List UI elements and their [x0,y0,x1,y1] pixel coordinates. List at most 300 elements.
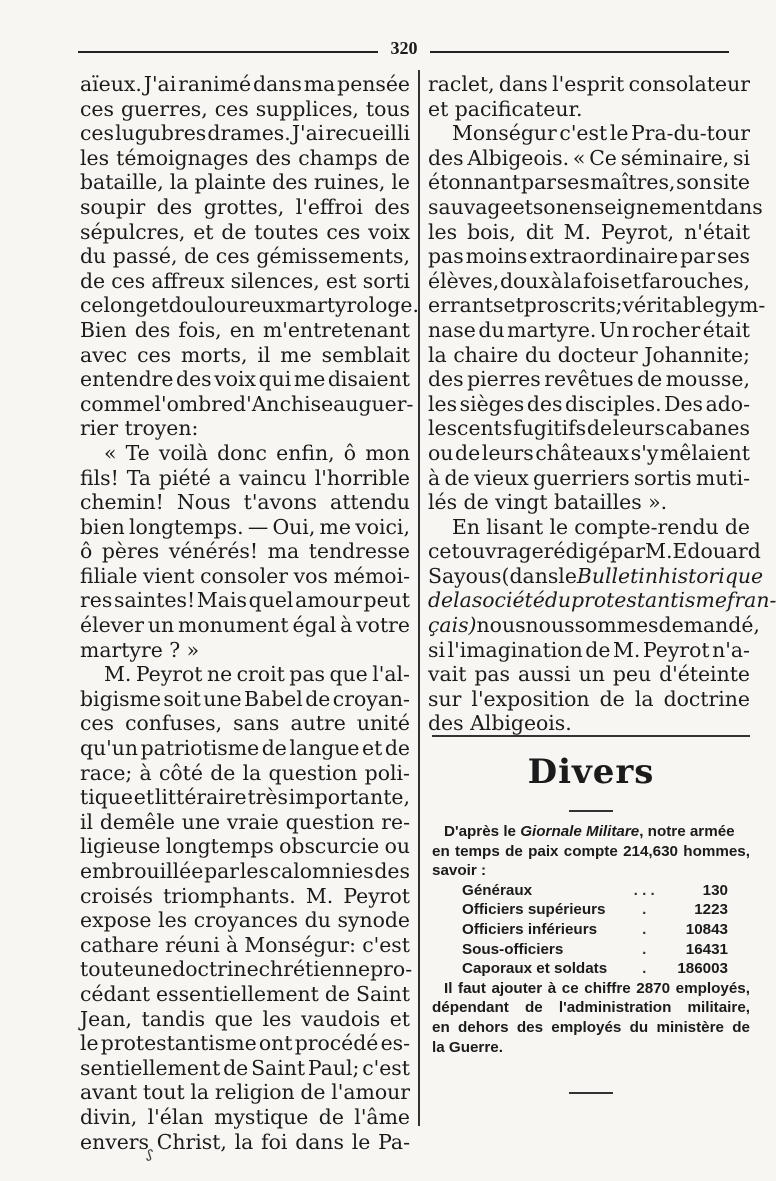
word: farouches, [641,268,750,293]
word: Albigeois. [467,145,570,170]
army-value: 10843 [685,920,728,938]
word: faut [458,979,486,997]
word: expose [80,908,152,933]
word: maîtres, [590,170,676,195]
word: ou [384,834,410,859]
word: c'est [362,932,410,957]
word: chaire [453,342,519,367]
word: leurs [612,416,665,441]
word: de [724,514,750,539]
text-line [80,884,410,909]
text-line [428,220,750,245]
word: la [234,1129,254,1154]
word: une [133,957,173,982]
word: à [340,613,353,638]
word: champs [298,145,378,170]
word: passé, [112,244,178,269]
column-divider [418,70,420,1126]
word: longtemps [165,834,274,859]
word: extraordinaire [529,244,679,269]
divers-heading: Divers [527,752,655,792]
heading-dash [569,810,613,812]
word: obscurcie [279,834,380,859]
word: peut [363,588,410,613]
word: la [242,760,262,785]
word: de [524,999,543,1017]
word: du [304,908,331,933]
word: disaient [327,367,410,392]
text-line [80,72,410,97]
word: vaincu [238,465,307,490]
text-line [80,1031,410,1056]
word: et [389,1006,410,1031]
word: temps [455,842,500,860]
word: amour [295,588,362,613]
text-line [80,293,419,318]
word: a [218,465,231,490]
word: de [300,1080,326,1105]
word: ou [428,440,454,465]
text-line [80,97,410,122]
word: Pa- [378,1129,410,1154]
word: proscrits; [523,293,623,318]
word: M. [613,637,641,662]
word: mystique [214,1104,309,1129]
word: ces [80,121,114,146]
word: J'ai [291,121,325,146]
word: Des [664,391,704,416]
word: pas [289,662,325,687]
text-line [428,343,750,368]
page-header [78,38,729,62]
word: fran- [726,588,776,613]
text-line [428,563,764,589]
word: bois, [467,219,516,244]
word: martyre ? » [80,637,200,662]
word: M. [563,219,592,244]
word: si [733,145,750,170]
word: pierres [467,367,541,392]
word: l'imagination [447,637,583,662]
text-line [80,711,410,736]
word: des [272,170,308,195]
divers-intro-line [432,822,750,842]
word: lisant [486,514,544,539]
word: ces [214,96,249,121]
word: du [80,244,107,269]
word: demandé, [658,613,760,638]
word: dehors [457,1018,509,1036]
word: divin, [80,1104,138,1129]
word: sur [428,686,462,711]
word: disciples. [564,391,662,416]
word: guerriers [533,465,630,490]
word: consolateur [628,72,750,96]
word: plainte [194,170,267,195]
word: silences, [230,268,320,293]
word: par [680,244,716,269]
word: unité [356,711,410,736]
word: revêtues [544,367,634,392]
word: de [505,842,523,860]
word: vraie [226,809,279,834]
header-rule-left [78,51,378,53]
word: réuni [165,932,220,957]
word: des [176,367,212,392]
word: Christ, [156,1129,227,1154]
word: ô [80,539,93,564]
army-row [462,959,728,979]
army-value: 186003 [677,960,728,978]
word: raclet, [428,72,495,96]
word: du [629,1018,649,1036]
text-line [80,662,410,687]
word: du [478,317,505,342]
word: entendre [80,367,174,392]
word: que [214,1006,253,1031]
word: chrétienne [258,957,371,982]
section-separator [432,735,750,737]
word: pro- [370,957,413,982]
text-line [428,539,761,564]
word: douloureux [168,293,286,318]
word: langue [289,736,360,761]
army-dots: . [642,920,647,938]
text-line [80,441,410,466]
word: drames. [207,121,291,146]
word: des [134,317,171,342]
army-dots: . [642,960,647,978]
word: poli- [364,760,410,785]
word: ce [561,979,579,997]
word: de [318,1104,344,1129]
word: c'est [362,1055,410,1080]
word: es- [380,1031,410,1056]
text-line [428,490,750,515]
text-line [428,97,750,122]
word: les [262,1006,292,1031]
word: il [257,342,271,367]
word: grottes, [203,194,285,219]
word: J'ai [143,72,177,96]
word: rédigé [543,539,611,564]
word: ces [80,711,114,736]
word: foi [261,1129,288,1154]
word: ces [80,96,114,121]
text-line [428,613,760,638]
word: mémoi- [333,563,410,588]
word: que [329,662,368,687]
text-line [428,515,750,540]
word: calomnies [269,859,374,883]
word: d'éteinte [659,662,750,687]
text-line [428,194,763,220]
word: sorti [362,268,410,293]
word: de [586,416,613,441]
word: à [225,932,239,957]
word: confuses, [125,711,223,736]
word: l'horrible [314,465,410,490]
text-line [428,121,750,146]
word: M. [305,883,334,908]
word: des [156,194,193,219]
text-line [428,269,750,294]
text-line [80,834,410,859]
army-row [462,900,728,920]
word: un [147,613,175,638]
word: tous [365,96,410,121]
word: de [428,588,454,613]
closing-line [432,998,750,1018]
army-row [462,881,728,901]
text-line [80,220,410,245]
word: triomphants. [163,883,296,908]
word: ont [258,1031,293,1056]
word: de [585,637,611,662]
word: et pacificateur. [428,96,583,121]
word: ruines, [313,170,386,195]
word: de [80,268,106,293]
word: nous [476,613,526,638]
word: race; [80,760,133,785]
word: (dans [501,563,559,588]
word: aïeux. [80,72,142,96]
word: Pra-du-tour [631,121,750,146]
word: synode [337,908,410,933]
word: la [190,1080,210,1105]
word: de [223,1055,249,1080]
word: « [104,440,117,465]
text-line [80,269,410,294]
word: par [521,170,556,195]
text-line [80,1105,410,1130]
text-line [80,170,410,195]
right-column-text [428,72,776,736]
word: m'entretenant [262,317,410,342]
word: Il [444,979,453,997]
word: toute [80,957,134,982]
word: longtemps. [129,514,244,539]
word: de [637,367,663,392]
text-line [80,859,410,884]
text-line [80,761,410,786]
army-dots: . . . [633,881,655,899]
text-line [80,515,410,540]
word: les [428,219,458,244]
word: mon [365,440,410,465]
word: lugubres [115,121,207,146]
word: fois [582,268,620,293]
word: une [181,809,221,834]
word: bataille, [80,170,164,195]
text-line [80,195,410,220]
word: dans [713,194,763,219]
word: Monségur: [244,932,356,957]
word: bigisme [80,686,162,711]
word: errants [428,293,504,318]
word: re- [381,809,410,834]
word: gémissements, [256,244,410,269]
word: étonnant [428,170,521,195]
text-line [428,146,750,171]
word: ô [343,440,357,465]
word: doctrine [172,957,259,982]
word: leurs [481,440,534,465]
text-line [80,1080,410,1105]
word: avec [80,342,128,367]
word: dans [498,72,548,96]
word: le [549,514,569,539]
army-table [462,881,728,979]
word: demêle [99,809,175,834]
word: 2870 [636,979,671,997]
army-label: Caporaux et soldats [462,960,608,978]
word: piété [158,465,211,490]
word: le [351,1129,371,1154]
word: nous [525,613,575,638]
text-line [80,982,410,1007]
word: Nous [176,490,231,515]
word: par [610,539,646,564]
word: dépendant [432,999,509,1017]
word: Mais [196,588,247,613]
word: ado- [705,391,750,416]
word: de [261,736,287,761]
word: cédant [80,981,151,1006]
word: toutes [254,219,319,244]
army-row [462,940,728,960]
word: ces [215,244,250,269]
word: paix [528,842,559,860]
word: me [293,367,326,392]
word: était [702,317,750,342]
text-line [80,736,410,761]
page-number: 320 [390,38,418,58]
text-line [428,711,750,736]
word: et [148,293,169,318]
word: lescents [428,416,513,441]
word: M. [104,662,132,687]
army-row [462,920,728,940]
word: gym- [714,293,766,318]
word: élever [80,613,144,638]
word: docteur [557,342,638,367]
text-line [428,441,750,466]
divers-closing-last: la Guerre. [432,1038,503,1056]
closing-line [432,1018,750,1038]
left-column-text [80,72,419,1154]
text-line [428,687,750,712]
text-line [80,539,410,564]
word: des [526,391,563,416]
word: votre [356,613,410,638]
text-line [428,588,776,613]
word: et [133,785,155,810]
word: t'avons [243,490,317,515]
word: compte-rendu [574,514,719,539]
word: de [384,145,410,170]
word: égal [292,613,337,638]
intro-text-end: , notre armée [639,823,735,840]
word: affreux [151,268,225,293]
word: s'y [630,440,659,465]
word: de [444,465,470,490]
word: En [452,514,481,539]
word: tique [80,785,133,810]
word: vient [143,563,195,588]
word: ouvrage [459,539,544,564]
text-line [80,785,410,810]
word: très [247,785,288,810]
word: société [471,588,545,613]
word: cet [428,539,460,564]
word: Edouard [672,539,761,564]
word: Jean, [80,1006,133,1031]
text-line [80,1007,410,1032]
text-line [80,908,410,933]
word: Saint [251,1055,306,1080]
ink-mark: ᔑ [142,1146,158,1166]
word: bien [80,514,125,539]
word: protestantisme [100,1031,257,1056]
word: la [428,342,447,367]
word: ma [303,72,336,96]
journal-name: Giornale Militare [520,823,640,840]
closing-line [432,979,750,999]
word: moins [465,244,528,269]
word: sièges [459,391,525,416]
word: pas [428,244,464,269]
word: élèves, [428,268,500,293]
army-dots: . [642,940,647,958]
word: ces [111,268,146,293]
word: au [333,391,359,416]
word: cabanes [665,416,750,441]
word: enseignement [568,194,714,219]
word: sortis [633,465,692,490]
word: du [544,588,572,613]
word: avant [80,1080,138,1105]
text-line [80,318,410,343]
word: martyre. [507,317,597,342]
word: hommes, [683,842,750,860]
word: morts, [180,342,248,367]
word: dit [525,219,554,244]
text-line [80,343,410,368]
word: son [532,194,569,219]
word: n'était [684,219,750,244]
word: témoignages [116,145,249,170]
divers-notice [432,822,750,1057]
word: religion [214,1080,295,1105]
text-line [428,416,750,441]
word: res [80,588,113,613]
text-line [80,391,414,417]
word: guer- [358,391,414,416]
word: Johannite; [644,342,750,367]
word: sépulcres, [80,219,186,244]
text-line [428,72,750,97]
word: me [319,514,351,539]
word: le [609,121,629,146]
word: ses [716,244,750,269]
word: martyrologe. [285,293,419,318]
word: les [239,859,269,883]
word: il [80,809,94,834]
word: autre [290,711,346,736]
word: Paul; [307,1055,360,1080]
word: ministère [656,1018,724,1036]
